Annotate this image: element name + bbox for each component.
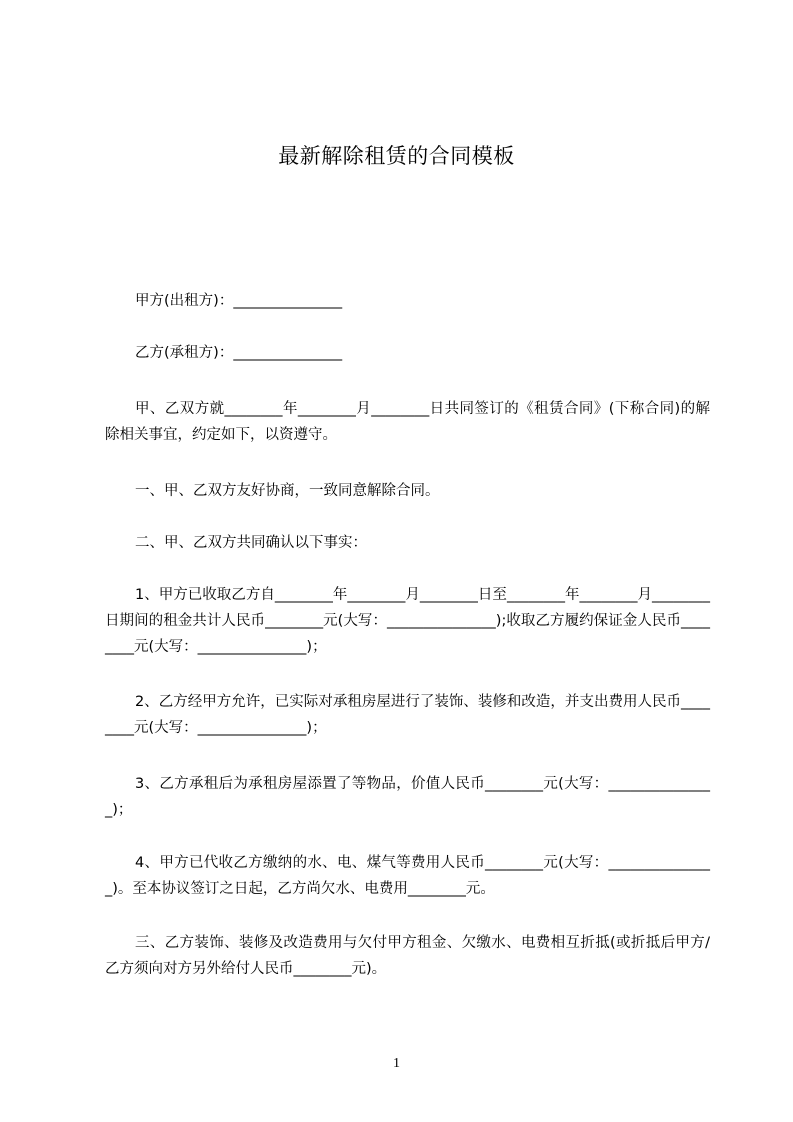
document-title: 最新解除租赁的合同模板 — [278, 144, 515, 168]
section-1-paragraph: 一、甲、乙双方友好协商，一致同意解除合同。 — [135, 483, 440, 499]
item-2-paragraph: 2、乙方经甲方允许，已实际对承租房屋进行了装饰、装修和改造，并支出费用人民币________元(大写：_______________)； — [105, 694, 710, 736]
item-4-paragraph: 4、甲方已代收乙方缴纳的水、电、煤气等费用人民币________元(大写：_______________)。至本协议签订之日起，乙方尚欠水、电费用________元。 — [105, 855, 710, 897]
party-b-line: 乙方(承租方)：_______________ — [135, 345, 343, 361]
section-3-paragraph: 三、乙方装饰、装修及改造费用与欠付甲方租金、欠缴水、电费相互折抵(或折抵后甲方/乙方须向对方另外给付人民币________元)。 — [105, 935, 710, 977]
item-3-paragraph: 3、乙方承租后为承租房屋添置了等物品，价值人民币________元(大写：_______________)； — [105, 776, 710, 818]
page-number: 1 — [393, 1056, 400, 1071]
section-2-paragraph: 二、甲、乙双方共同确认以下事实： — [135, 535, 367, 551]
party-a-line: 甲方(出租方)：_______________ — [135, 293, 343, 309]
intro-paragraph: 甲、乙双方就________年________月________日共同签订的《租赁合同》(下称合同)的解除相关事宜，约定如下，以资遵守。 — [105, 401, 710, 443]
item-1-paragraph: 1、甲方已收取乙方自________年________月________日至________年________月________日期间的租金共计人民币________元(大写：_______________);收取乙方履约保证金人民币________元(大写：_______________)； — [105, 587, 710, 655]
